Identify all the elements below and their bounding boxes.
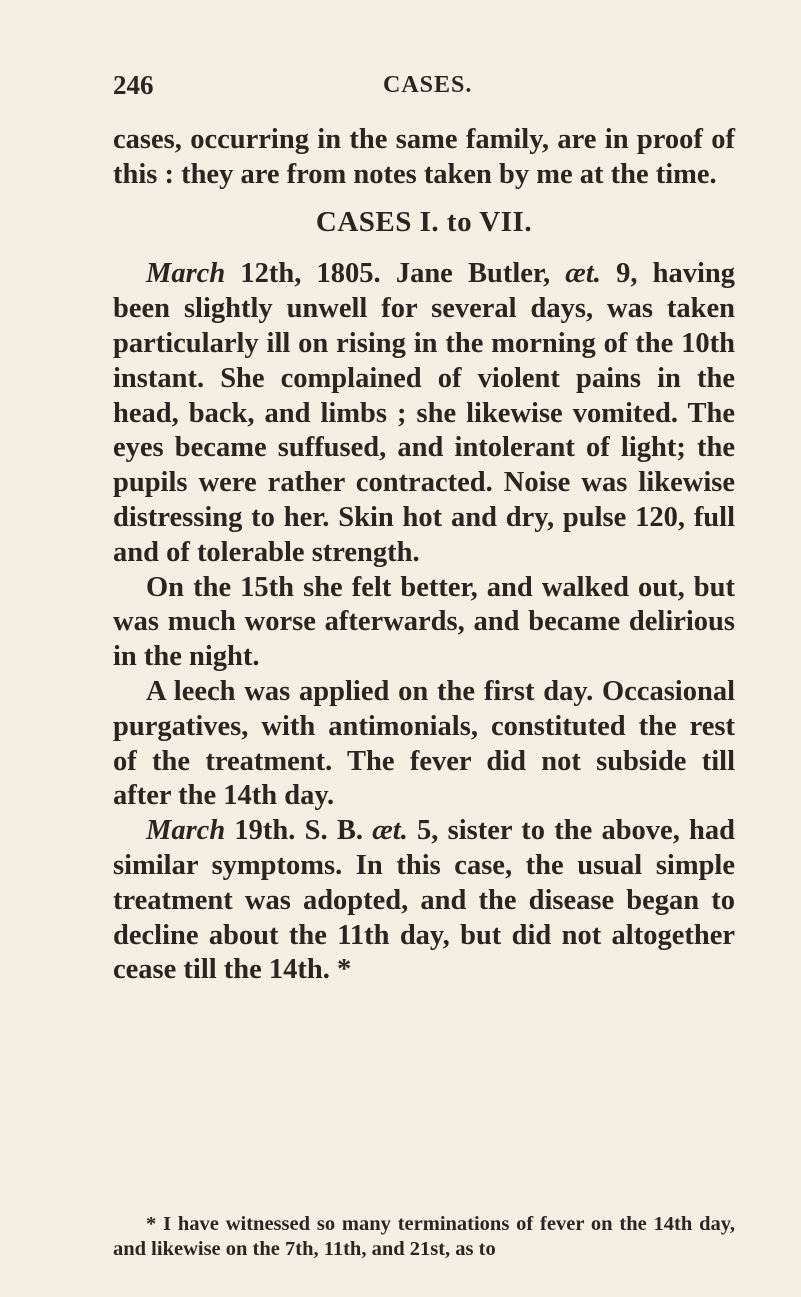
fifteenth-paragraph: On the 15th she felt better, and walked out, but was much worse afterwards, and became delirious in the night. (113, 571, 735, 673)
case-two-date: 19th. S. B. (225, 815, 373, 847)
case-one-text: 9, having been slightly unwell for several days, was taken particularly ill on rising in the morning of the 10th instant. She complained of violent pains in the head, back, and limbs ; she likewise vomited. The eyes became suffused, and intolerant of light; the pupils were rather contracted. Noise was likewise distressing to her. Skin hot and dry, pulse 120, full and of tolerable strength. (113, 258, 735, 568)
case-two-aet: æt. (372, 815, 408, 847)
footnote: * I have witnessed so many terminations of fever on the 14th day, and likewise on the 7th, 11th, and 21st, as to (113, 1213, 735, 1260)
running-head (113, 70, 733, 110)
case-one-date: 12th, 1805. Jane Butler, (225, 258, 566, 290)
case-one-paragraph (113, 257, 735, 570)
case-two-month: March (146, 815, 226, 847)
page-number: 246 (113, 70, 154, 100)
leech-paragraph: A leech was applied on the first day. Occasional purgatives, with antimonials, constituted the rest of the treatment. The fever did not subside till after the 14th day. (113, 675, 735, 812)
section-heading: CASES I. to VII. (315, 205, 533, 238)
case-two-paragraph (113, 814, 735, 988)
case-one-month: March (146, 258, 226, 290)
case-two-text: 5, sister to the above, had similar symptoms. In this case, the usual simple treatment was adopted, and the disease began to decline about the 11th day, but did not altogether cease till the 14th. * (113, 815, 735, 986)
body-text (113, 123, 735, 988)
running-title: CASES. (383, 72, 473, 98)
intro-paragraph: cases, occurring in the same family, are in proof of this : they are from notes taken by me at the time. (113, 124, 735, 190)
case-one-aet: æt. (565, 258, 601, 290)
